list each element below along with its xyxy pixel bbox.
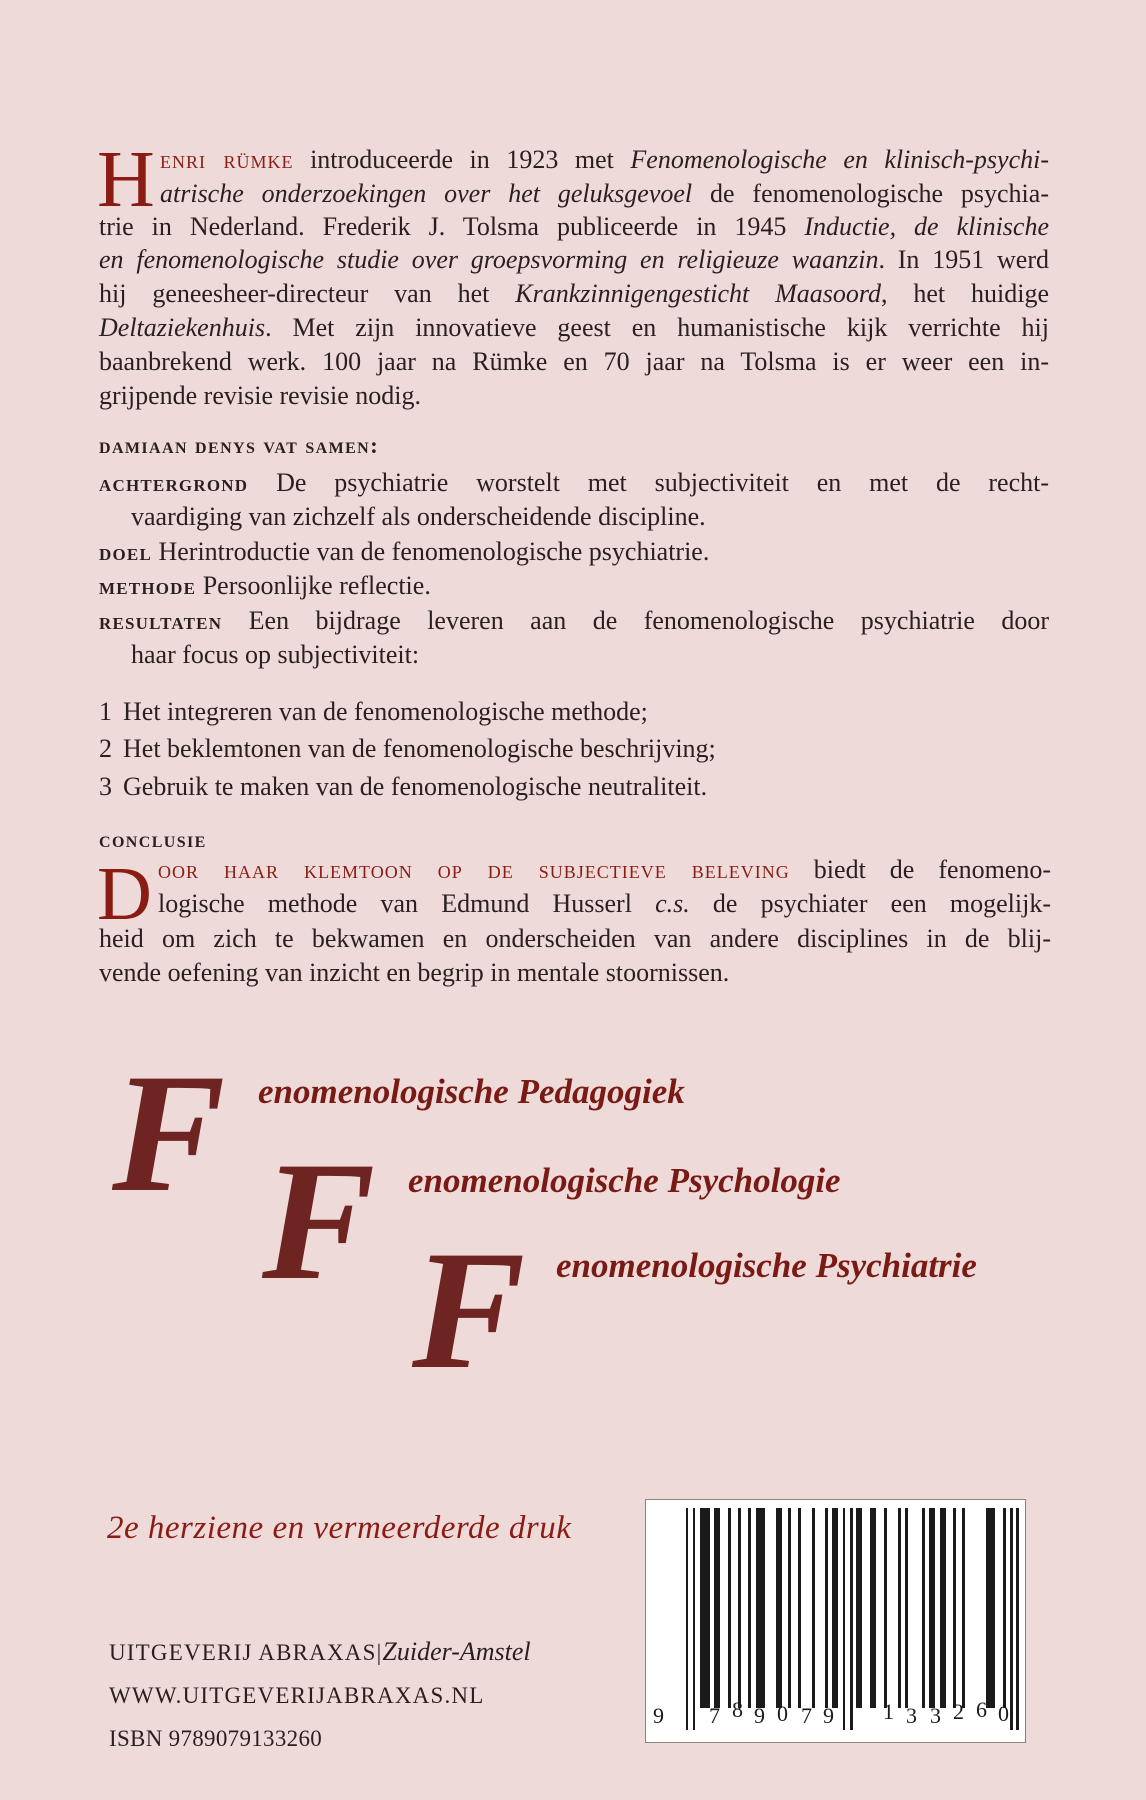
institution-name: Krankzinnigengesticht Maasoord	[515, 279, 882, 308]
ornamental-f-2: F	[262, 1127, 376, 1315]
barcode-digit: 9	[823, 1703, 834, 1728]
label-resultaten: resultaten	[99, 609, 223, 635]
list-item	[99, 734, 1049, 764]
summary-text: haar focus op subjectiviteit:	[131, 640, 420, 669]
barcode-digit: 6	[976, 1697, 987, 1722]
summary-text: Persoonlijke reflectie.	[196, 571, 431, 600]
list-number: 1	[99, 697, 112, 726]
intro-line-4	[99, 245, 1049, 275]
list-text: Gebruik te maken van de fenomenologische neutraliteit.	[123, 772, 708, 801]
intro-text: baanbrekend werk. 100 jaar na Rümke en 70 jaar na Tolsma is er weer een in-	[99, 347, 1049, 376]
list-number: 3	[99, 772, 112, 801]
conclusion-heading: conclusie	[99, 827, 207, 852]
barcode-digit: 0	[777, 1701, 788, 1726]
author-name-rumke: enri rümke	[160, 145, 294, 174]
barcode-bar	[929, 1508, 935, 1708]
conclusion-text: biedt de fenomeno-	[789, 855, 1051, 884]
dropcap-d: D	[97, 852, 152, 936]
summary-resultaten	[99, 606, 1049, 637]
intro-text: introduceerde in 1923 met	[293, 145, 631, 174]
conclusion-text: heid om zich te bekwamen en onderscheiden van andere disciplines in de blij-	[99, 924, 1051, 953]
barcode-bar	[776, 1508, 782, 1708]
barcode-bar	[1010, 1508, 1013, 1730]
list-item	[99, 697, 1049, 727]
series-title-psychiatrie: enomenologische Psychiatrie	[556, 1246, 977, 1285]
barcode-digit: 2	[953, 1699, 964, 1724]
book-title: Inductie, de klinische	[804, 212, 1049, 241]
barcode-bar	[962, 1508, 965, 1708]
summary-resultaten-cont	[131, 640, 1049, 670]
conclusion-line-1	[158, 855, 1051, 885]
barcode-bar	[686, 1508, 688, 1730]
list-number: 2	[99, 734, 112, 763]
barcode-bar	[728, 1508, 731, 1708]
publisher-place: Zuider-Amstel	[382, 1637, 531, 1666]
barcode-digit: 0	[998, 1701, 1009, 1726]
publisher-website[interactable]: WWW.UITGEVERIJABRAXAS.NL	[109, 1683, 485, 1708]
intro-line-3	[99, 212, 1049, 242]
barcode-bar	[700, 1508, 710, 1708]
barcode-bar	[940, 1508, 946, 1708]
barcode-digit: 9	[653, 1703, 664, 1728]
intro-text: . In 1951 werd	[878, 245, 1049, 274]
barcode	[645, 1499, 1026, 1743]
barcode-bar	[788, 1508, 791, 1708]
barcode-digit: 3	[906, 1703, 917, 1728]
summary-achtergrond	[99, 468, 1049, 499]
barcode-bar	[922, 1508, 925, 1708]
intro-line-5	[99, 279, 1049, 309]
summary-text: vaardiging van zichzelf als onderscheidende discipline.	[131, 502, 706, 531]
book-title: atrische onderzoekingen over het geluksgevoel	[160, 179, 693, 208]
barcode-bar	[832, 1508, 838, 1708]
isbn: ISBN 9789079133260	[109, 1726, 323, 1751]
summary-achtergrond-cont	[131, 502, 1049, 532]
intro-text: , het huidige	[881, 279, 1050, 308]
barcode-digit: 3	[930, 1703, 941, 1728]
barcode-bar	[856, 1508, 862, 1708]
barcode-bar	[884, 1508, 887, 1708]
edition-note: 2e herziene en vermeerderde druk	[107, 1510, 572, 1546]
barcode-bar	[693, 1508, 695, 1730]
barcode-bar	[1016, 1508, 1019, 1730]
barcode-bar	[714, 1508, 720, 1708]
summary-doel	[99, 537, 1049, 568]
dropcap-h: H	[97, 136, 155, 224]
intro-text: hij geneesheer-directeur van het	[99, 279, 516, 308]
intro-line-6	[99, 313, 1049, 343]
barcode-bar	[850, 1508, 853, 1730]
publisher-name	[109, 1638, 531, 1667]
barcode-digit: 7	[709, 1703, 720, 1728]
intro-text: de fenomenologische psychia-	[692, 179, 1049, 208]
barcode-digit: 9	[754, 1703, 765, 1728]
series-title-psychologie: enomenologische Psychologie	[408, 1161, 841, 1200]
label-achtergrond: achtergrond	[99, 471, 249, 497]
barcode-bar	[1003, 1508, 1006, 1708]
summary-text: Een bijdrage leveren aan de fenomenologische psychiatrie door	[222, 606, 1049, 635]
label-methode: methode	[99, 574, 197, 600]
conclusion-line-2	[158, 889, 1051, 919]
barcode-digit: 1	[883, 1699, 894, 1724]
barcode-bar	[870, 1508, 876, 1708]
summary-methode	[99, 571, 1049, 602]
intro-line-1	[160, 145, 1049, 175]
barcode-bar	[812, 1508, 815, 1708]
list-item	[99, 772, 1049, 802]
conclusion-text: vende oefening van inzicht en begrip in mentale stoornissen.	[99, 958, 730, 987]
barcode-bar	[756, 1508, 765, 1708]
series-title-pedagogiek: enomenologische Pedagogiek	[258, 1072, 685, 1111]
intro-line-7	[99, 347, 1049, 377]
conclusion-abbrev: c.s.	[655, 889, 690, 918]
barcode-bar	[738, 1508, 741, 1708]
barcode-bar	[898, 1508, 901, 1708]
barcode-bar	[953, 1508, 956, 1708]
barcode-digit: 7	[801, 1703, 812, 1728]
book-title: Fenomenologische en klinisch-psychi-	[630, 145, 1050, 174]
intro-line-2	[160, 179, 1049, 209]
barcode-digits	[646, 1697, 1027, 1733]
label-doel: doel	[99, 540, 152, 566]
ornamental-f-1: F	[112, 1039, 226, 1227]
book-title: en fenomenologische studie over groepsvorming en religieuze waanzin	[99, 245, 879, 274]
conclusion-lead: oor haar klemtoon op de subjectieve beleving	[158, 855, 790, 884]
barcode-digit: 8	[732, 1697, 743, 1722]
summary-heading: damiaan denys vat samen:	[99, 433, 380, 458]
intro-text: . Met zijn innovatieve geest en humanistische kijk verrichte hij	[265, 313, 1049, 342]
publisher-label: UITGEVERIJ ABRAXAS	[109, 1640, 377, 1665]
institution-name: Deltaziekenhuis	[99, 313, 266, 342]
intro-text: grijpende revisie revisie nodig.	[99, 381, 422, 410]
conclusion-line-3	[99, 924, 1051, 954]
intro-line-8	[99, 381, 1049, 411]
conclusion-text: de psychiater een mogelijk-	[689, 889, 1051, 918]
list-text: Het integreren van de fenomenologische methode;	[123, 697, 648, 726]
barcode-bar	[748, 1508, 751, 1708]
summary-text: De psychiatrie worstelt met subjectiviteit en met de recht-	[248, 468, 1049, 497]
intro-text: trie in Nederland. Frederik J. Tolsma publiceerde in 1945	[99, 212, 805, 241]
barcode-bar	[798, 1508, 801, 1708]
summary-text: Herintroductie van de fenomenologische psychiatrie.	[151, 537, 710, 566]
ornamental-f-3: F	[412, 1216, 526, 1404]
conclusion-text: logische methode van Edmund Husserl	[158, 889, 656, 918]
barcode-bar	[843, 1508, 845, 1730]
list-text: Het beklemtonen van de fenomenologische beschrijving;	[123, 734, 716, 763]
separator: |	[376, 1640, 383, 1665]
barcode-bar	[825, 1508, 828, 1708]
conclusion-line-4	[99, 958, 1049, 988]
barcode-bar	[986, 1508, 995, 1708]
barcode-bar	[905, 1508, 908, 1708]
